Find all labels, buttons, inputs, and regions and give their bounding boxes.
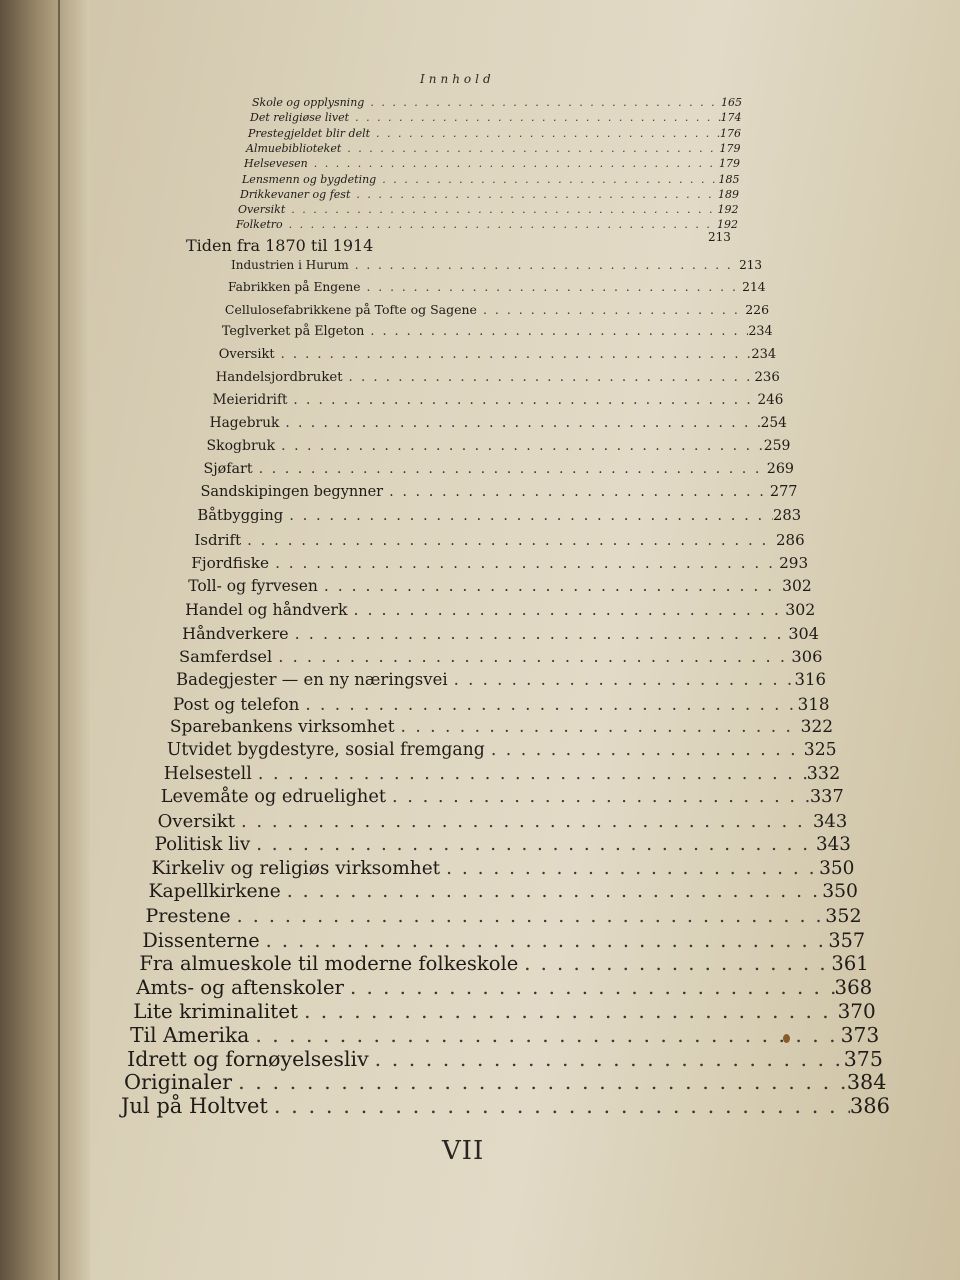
toc-entry-page: 176 xyxy=(720,126,741,140)
toc-entry-page: 179 xyxy=(719,141,741,155)
toc-entry-title: Det religiøse livet xyxy=(250,111,350,125)
toc-entry-title: Levemåte og edruelighet xyxy=(160,787,386,808)
toc-entry-page: 343 xyxy=(816,834,851,856)
dot-leader xyxy=(308,157,719,170)
paper-stain xyxy=(783,1034,790,1043)
dot-leader xyxy=(275,438,764,454)
dot-leader xyxy=(440,858,819,879)
dot-leader xyxy=(349,258,739,272)
dot-leader xyxy=(376,173,718,186)
toc-entry xyxy=(204,461,795,477)
page-header: Innhold xyxy=(420,72,495,86)
toc-entry xyxy=(170,717,833,737)
toc-entry xyxy=(250,111,742,124)
toc-entry-title: Lite kriminalitet xyxy=(133,999,299,1024)
toc-entry-title: Til Amerika xyxy=(130,1023,250,1047)
toc-entry-title: Fabrikken på Engene xyxy=(227,279,361,294)
toc-entry xyxy=(142,929,865,952)
toc-entry xyxy=(238,203,739,216)
toc-entry xyxy=(194,531,804,549)
toc-entry-title: Originaler xyxy=(124,1070,233,1095)
toc-entry-title: Folketro xyxy=(236,218,283,232)
toc-entry xyxy=(228,280,766,294)
page-folio: VII xyxy=(442,1136,485,1166)
dot-leader xyxy=(477,302,745,317)
toc-entry xyxy=(133,999,876,1023)
dot-leader xyxy=(341,142,719,155)
dot-leader xyxy=(279,415,760,431)
dot-leader xyxy=(318,577,782,595)
toc-entry xyxy=(124,1070,886,1094)
toc-entry xyxy=(200,484,797,500)
toc-entry-page: 370 xyxy=(837,999,876,1024)
toc-entry-title: Oversikt xyxy=(218,346,275,362)
dot-leader xyxy=(249,1023,840,1047)
toc-entry xyxy=(244,157,740,170)
toc-entry xyxy=(242,173,740,186)
toc-entry-title: Håndverkere xyxy=(182,623,289,643)
toc-entry-title: Oversikt xyxy=(238,203,286,217)
toc-entry xyxy=(182,624,819,643)
toc-entry-page: 375 xyxy=(843,1046,883,1071)
toc-entry-title: Kapellkirkene xyxy=(148,881,281,903)
toc-entry-page: 332 xyxy=(806,763,841,784)
dot-leader xyxy=(383,484,770,500)
dot-leader xyxy=(369,1047,844,1071)
dot-leader xyxy=(281,881,822,902)
toc-entry-title: Båtbygging xyxy=(197,507,284,525)
toc-entry xyxy=(185,600,815,619)
toc-entry xyxy=(236,218,738,231)
dot-leader xyxy=(518,952,831,975)
toc-entry-title: Sjøfart xyxy=(203,461,253,478)
toc-entry xyxy=(155,834,851,855)
toc-entry-page: 192 xyxy=(717,203,739,217)
toc-entry xyxy=(176,670,826,689)
toc-entry-page: 304 xyxy=(788,623,819,643)
dot-leader xyxy=(253,461,767,477)
toc-entry-title: Helsevesen xyxy=(244,157,308,171)
toc-entry xyxy=(152,858,855,879)
toc-entry xyxy=(240,188,739,201)
dot-leader xyxy=(235,811,813,832)
toc-entry-page: 234 xyxy=(751,346,777,362)
toc-entry-page: 318 xyxy=(797,693,830,714)
dot-leader xyxy=(283,507,773,524)
toc-entry-page: 361 xyxy=(831,952,869,976)
toc-entry xyxy=(167,740,837,760)
dot-leader xyxy=(349,111,720,124)
toc-entry xyxy=(246,142,741,155)
toc-entry-title: Industrien i Hurum xyxy=(231,258,349,272)
dot-leader xyxy=(299,694,797,714)
toc-entry-title: Almuebiblioteket xyxy=(246,141,342,155)
toc-entry-page: 254 xyxy=(760,415,787,432)
toc-entry xyxy=(191,554,808,572)
toc-entry-title: Meieridrift xyxy=(212,392,288,409)
toc-entry-page: 283 xyxy=(772,507,802,525)
toc-entry xyxy=(136,976,872,999)
toc-entry xyxy=(222,324,773,339)
toc-entry-page: 234 xyxy=(748,324,773,340)
toc-entry-page: 302 xyxy=(785,600,816,620)
toc-entry-page: 337 xyxy=(809,787,844,808)
dot-leader xyxy=(241,531,776,549)
toc-entry-page: 325 xyxy=(803,740,837,761)
toc-entry-title: Sparebankens virksomhet xyxy=(169,717,395,738)
dot-leader xyxy=(260,929,829,952)
toc-entry-title: Sandskipingen begynner xyxy=(200,484,384,501)
toc-entry xyxy=(173,694,830,714)
toc-entry xyxy=(225,302,769,317)
dot-leader xyxy=(361,280,743,294)
toc-entry xyxy=(127,1047,883,1071)
toc-entry-title: Dissenterne xyxy=(142,928,260,952)
toc-entry-title: Skole og opplysning xyxy=(252,96,365,109)
toc-entry-page: 179 xyxy=(719,157,740,171)
toc-entry-page: 236 xyxy=(754,369,780,385)
toc-entry-title: Handel og håndverk xyxy=(185,600,348,620)
dot-leader xyxy=(268,1094,850,1118)
toc-entry-title: Fra almueskole til moderne folkeskole xyxy=(139,952,519,976)
toc-entry-page: 384 xyxy=(846,1070,887,1095)
section-heading xyxy=(186,236,373,255)
toc-entry-title: Cellulosefabrikkene på Tofte og Sagene xyxy=(224,301,477,317)
toc-entry-title: Politisk liv xyxy=(154,834,251,856)
toc-entry-page: 226 xyxy=(745,301,770,317)
toc-entry xyxy=(197,507,801,524)
toc-entry-page: 174 xyxy=(720,111,742,125)
toc-entry-page: 189 xyxy=(718,187,739,201)
toc-entry-title: Prestegjeldet blir delt xyxy=(248,126,371,140)
toc-entry-title: Post og telefon xyxy=(172,693,300,714)
dot-leader xyxy=(269,554,779,572)
toc-entry xyxy=(216,370,780,385)
toc-entry-title: Amts- og aftenskoler xyxy=(136,975,344,999)
dot-leader xyxy=(364,96,721,109)
toc-entry-title: Isdrift xyxy=(194,530,242,549)
toc-entry-title: Fjordfiske xyxy=(191,553,270,572)
toc-entry-title: Prestene xyxy=(145,904,231,927)
toc-entry-title: Jul på Holtvet xyxy=(121,1094,268,1118)
dot-leader xyxy=(370,127,720,140)
toc-entry-page: 277 xyxy=(769,484,798,501)
section-page-number: 213 xyxy=(708,230,731,244)
toc-entry xyxy=(248,127,741,140)
toc-entry-page: 350 xyxy=(822,881,858,903)
toc-entry xyxy=(188,577,812,595)
toc-entry-title: Kirkeliv og religiøs virksomhet xyxy=(151,857,441,879)
toc-entry xyxy=(213,392,784,408)
toc-entry-page: 293 xyxy=(779,553,809,572)
toc-entry xyxy=(252,96,742,109)
toc-entry-title: Oversikt xyxy=(157,810,235,832)
toc-entry xyxy=(207,438,791,454)
dot-leader xyxy=(289,624,789,643)
dot-leader xyxy=(448,670,795,689)
section-title: Tiden fra 1870 til 1914 xyxy=(186,236,374,255)
toc-entry-page: 185 xyxy=(718,172,740,186)
toc-entry-title: Utvidet bygdestyre, sosial fremgang xyxy=(166,740,485,761)
toc-entry-page: 352 xyxy=(825,904,862,927)
dot-leader xyxy=(252,764,807,784)
toc-entry-title: Idrett og fornøyelsesliv xyxy=(127,1046,369,1071)
dot-leader xyxy=(275,347,752,362)
dot-leader xyxy=(364,324,748,339)
dot-leader xyxy=(298,999,838,1023)
dot-leader xyxy=(250,834,816,855)
toc-entry-page: 357 xyxy=(828,928,866,952)
toc-entry xyxy=(121,1094,890,1118)
toc-entry-page: 316 xyxy=(794,670,826,690)
toc-entry xyxy=(139,952,868,975)
dot-leader xyxy=(283,218,717,231)
toc-entry xyxy=(130,1023,879,1047)
dot-leader xyxy=(350,188,718,201)
toc-entry-page: 343 xyxy=(812,810,848,832)
dot-leader xyxy=(232,1070,847,1094)
toc-entry-page: 246 xyxy=(757,392,784,409)
gutter-edge xyxy=(58,0,60,1280)
toc-entry xyxy=(179,647,822,666)
toc-entry-title: Teglverket på Elgeton xyxy=(221,324,365,340)
dot-leader xyxy=(344,976,835,999)
toc-entry-title: Skogbruk xyxy=(206,438,276,455)
toc-entry-title: Handelsjordbruket xyxy=(215,369,343,385)
toc-entry-page: 386 xyxy=(849,1094,890,1118)
toc-entry-page: 322 xyxy=(800,717,834,738)
toc-entry-title: Drikkevaner og fest xyxy=(240,187,351,201)
toc-entry-page: 306 xyxy=(791,646,823,666)
toc-entry-title: Helsestell xyxy=(163,763,252,784)
dot-leader xyxy=(395,717,801,737)
dot-leader xyxy=(485,740,804,760)
dot-leader xyxy=(348,600,786,619)
toc-entry-page: 368 xyxy=(834,975,873,999)
toc-entry-page: 192 xyxy=(717,218,738,232)
dot-leader xyxy=(287,392,757,408)
dot-leader xyxy=(231,905,826,927)
toc-entry xyxy=(161,787,844,807)
toc-entry xyxy=(231,258,762,272)
toc-entry-title: Toll- og fyrvesen xyxy=(188,577,318,596)
toc-entry-title: Lensmenn og bygdeting xyxy=(242,172,377,186)
toc-entry-page: 302 xyxy=(782,577,812,596)
dot-leader xyxy=(272,647,791,666)
toc-entry-page: 165 xyxy=(721,96,742,109)
toc-entry xyxy=(158,811,848,832)
toc-entry xyxy=(219,347,776,362)
dot-leader xyxy=(285,203,717,216)
dot-leader xyxy=(343,370,755,385)
toc-entry xyxy=(164,764,840,784)
book-gutter xyxy=(0,0,90,1280)
toc-entry-title: Hagebruk xyxy=(209,415,280,432)
toc-entry xyxy=(210,415,787,431)
toc-entry-page: 269 xyxy=(766,461,794,478)
toc-entry-page: 213 xyxy=(739,258,762,272)
toc-entry-page: 286 xyxy=(776,530,805,549)
dot-leader xyxy=(386,787,810,807)
toc-entry-page: 350 xyxy=(819,857,855,879)
toc-entry-title: Badegjester — en ny næringsvei xyxy=(176,670,448,690)
toc-entry-title: Samferdsel xyxy=(179,646,273,666)
toc-entry-page: 214 xyxy=(742,279,766,294)
toc-entry-page: 259 xyxy=(763,438,791,455)
toc-entry xyxy=(149,881,859,902)
toc-entry-page: 373 xyxy=(840,1023,880,1047)
toc-entry xyxy=(145,905,861,927)
